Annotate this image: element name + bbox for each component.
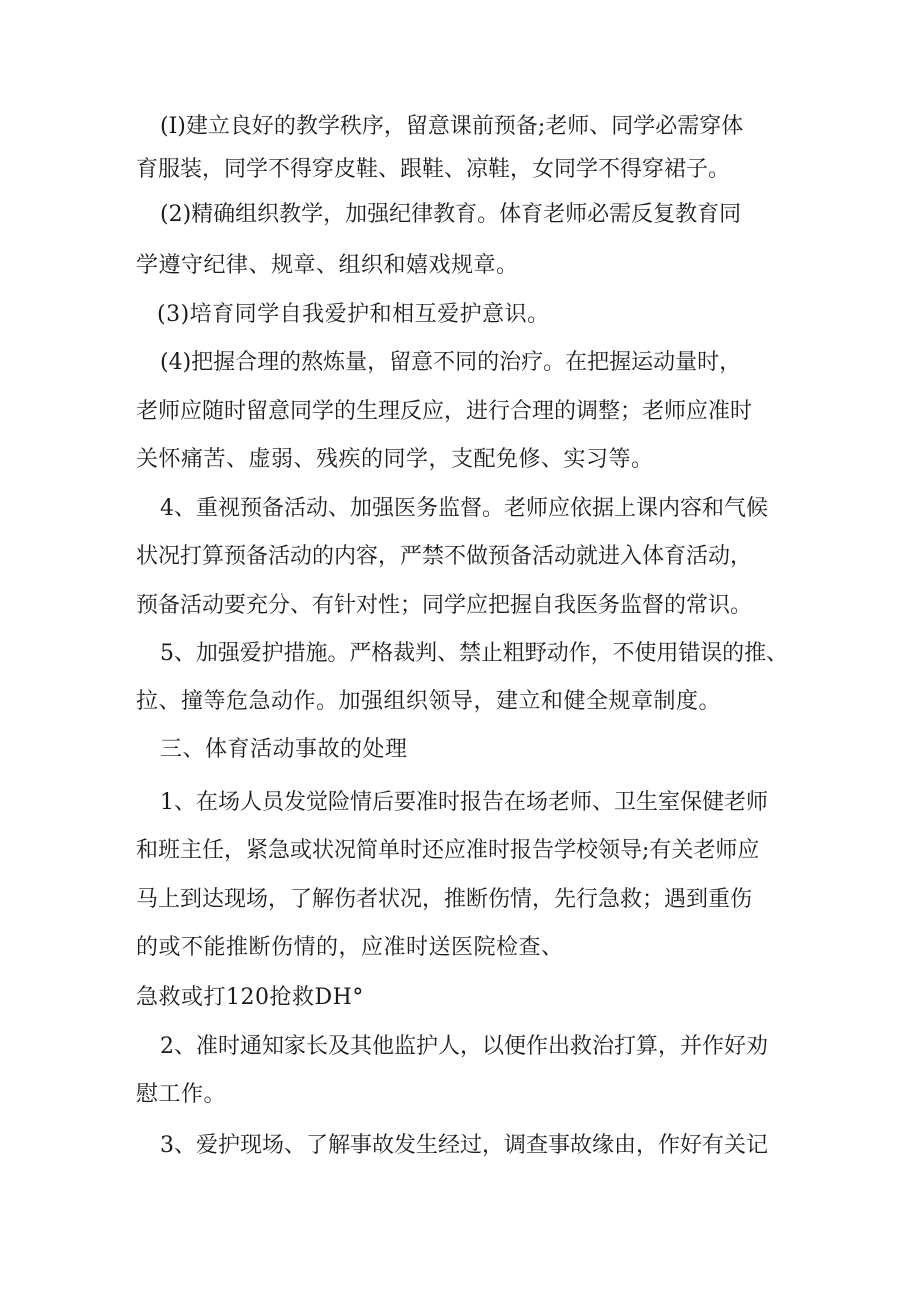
paragraph-7-line-5: 急救或打120抢救DH° [136, 985, 364, 1010]
paragraph-7-line-4: 的或不能推断伤情的，应准时送医院检查、 [136, 935, 564, 960]
paragraph-5-line-1: 4、重视预备活动、加强医务监督。老师应依据上课内容和气候 [160, 496, 768, 521]
paragraph-1-line-2: 育服装，同学不得穿皮鞋、跟鞋、凉鞋，女同学不得穿裙子。 [136, 157, 731, 182]
paragraph-2-line-1: (2)精确组织教学，加强纪律教育。体育老师必需反复教育同 [160, 202, 742, 227]
paragraph-4-line-3: 关怀痛苦、虚弱、残疾的同学，支配免修、实习等。 [136, 447, 654, 472]
paragraph-5-line-3: 预备活动要充分、有针对性；同学应把握自我医务监督的常识。 [136, 593, 753, 618]
paragraph-7-line-3: 马上到达现场，了解伤者状况，推断伤情，先行急救；遇到重伤 [136, 887, 753, 912]
paragraph-4-line-2: 老师应随时留意同学的生理反应，进行合理的调整；老师应准时 [136, 399, 753, 424]
paragraph-6-line-1: 5、加强爱护措施。严格裁判、禁止粗野动作，不使用错误的推、 [160, 641, 788, 666]
paragraph-5-line-2: 状况打算预备活动的内容，严禁不做预备活动就进入体育活动， [136, 544, 753, 569]
paragraph-8-line-2: 慰工作。 [136, 1082, 227, 1107]
paragraph-1-line-1: (I)建立良好的教学秩序，留意课前预备;老师、同学必需穿体 [160, 114, 744, 139]
paragraph-4-line-1: (4)把握合理的熬炼量，留意不同的治疗。在把握运动量时， [160, 350, 742, 375]
paragraph-9-line-1: 3、爱护现场、了解事故发生经过，调查事故缘由，作好有关记 [160, 1133, 768, 1158]
paragraph-3-line-1: (3)培育同学自我爱护和相互爱护意识。 [157, 302, 550, 327]
paragraph-6-line-2: 拉、撞等危急动作。加强组织领导，建立和健全规章制度。 [136, 689, 722, 714]
paragraph-8-line-1: 2、准时通知家长及其他监护人，以便作出救治打算，并作好劝 [160, 1034, 768, 1059]
paragraph-2-line-2: 学遵守纪律、规章、组织和嬉戏规章。 [136, 253, 519, 278]
paragraph-7-line-2: 和班主任，紧急或状况简单时还应准时报告学校领导;有关老师应 [136, 838, 760, 863]
section-heading: 三、体育活动事故的处理 [160, 737, 408, 762]
paragraph-7-line-1: 1、在场人员发觉险情后要准时报告在场老师、卫生室保健老师 [160, 790, 768, 815]
